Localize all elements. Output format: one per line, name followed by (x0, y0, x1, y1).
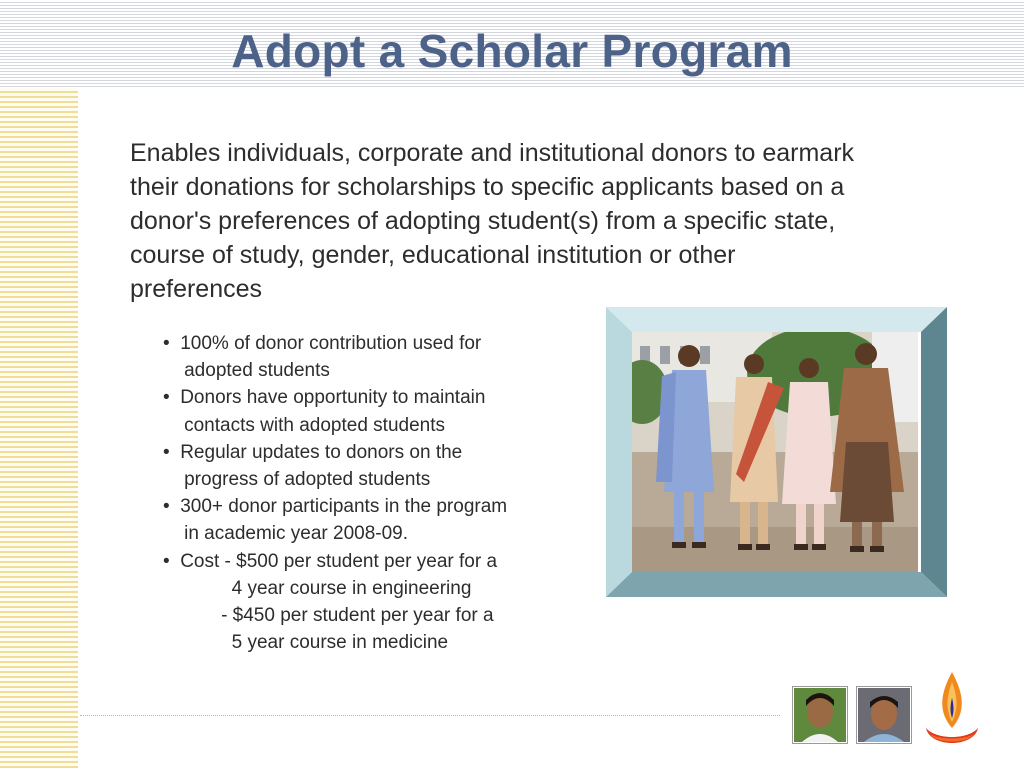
bullet-line: • 300+ donor participants in the program (163, 496, 508, 518)
bullet-line: • 100% of donor contribution used for (163, 333, 482, 354)
bullet-line: contacts with adopted students (163, 414, 446, 436)
intro-line: their donations for scholarships to specific applicants based on a (130, 173, 845, 201)
bullet-list (163, 330, 593, 656)
footer-divider (80, 715, 780, 716)
bullet-line: - $450 per student per year for a (163, 605, 494, 627)
bullet-line: 4 year course in engineering (163, 577, 472, 599)
bullet-line: adopted students (163, 360, 330, 382)
bullet-line: in academic year 2008-09. (163, 523, 409, 545)
intro-paragraph (130, 136, 970, 306)
intro-line: Enables individuals, corporate and institutional donors to earmark (130, 139, 855, 167)
bullet-line: 5 year course in medicine (163, 632, 449, 654)
left-stripe-background (0, 88, 78, 768)
bullet-line: progress of adopted students (163, 469, 431, 491)
boy-portrait-thumbnail (856, 686, 912, 744)
oil-lamp-logo (920, 668, 984, 758)
bullet-line: • Cost - $500 per student per year for a (163, 550, 498, 572)
bullet-line: • Donors have opportunity to maintain (163, 387, 486, 409)
intro-line: course of study, gender, educational institution or other (130, 241, 736, 269)
bullet-line: • Regular updates to donors on the (163, 441, 463, 463)
intro-line: preferences (130, 275, 263, 303)
girl-portrait-thumbnail (792, 686, 848, 744)
intro-line: donor's preferences of adopting student(s) from a specific state, (130, 207, 836, 235)
group-of-four-students-photo (632, 332, 918, 572)
slide-title: Adopt a Scholar Program (231, 25, 793, 77)
